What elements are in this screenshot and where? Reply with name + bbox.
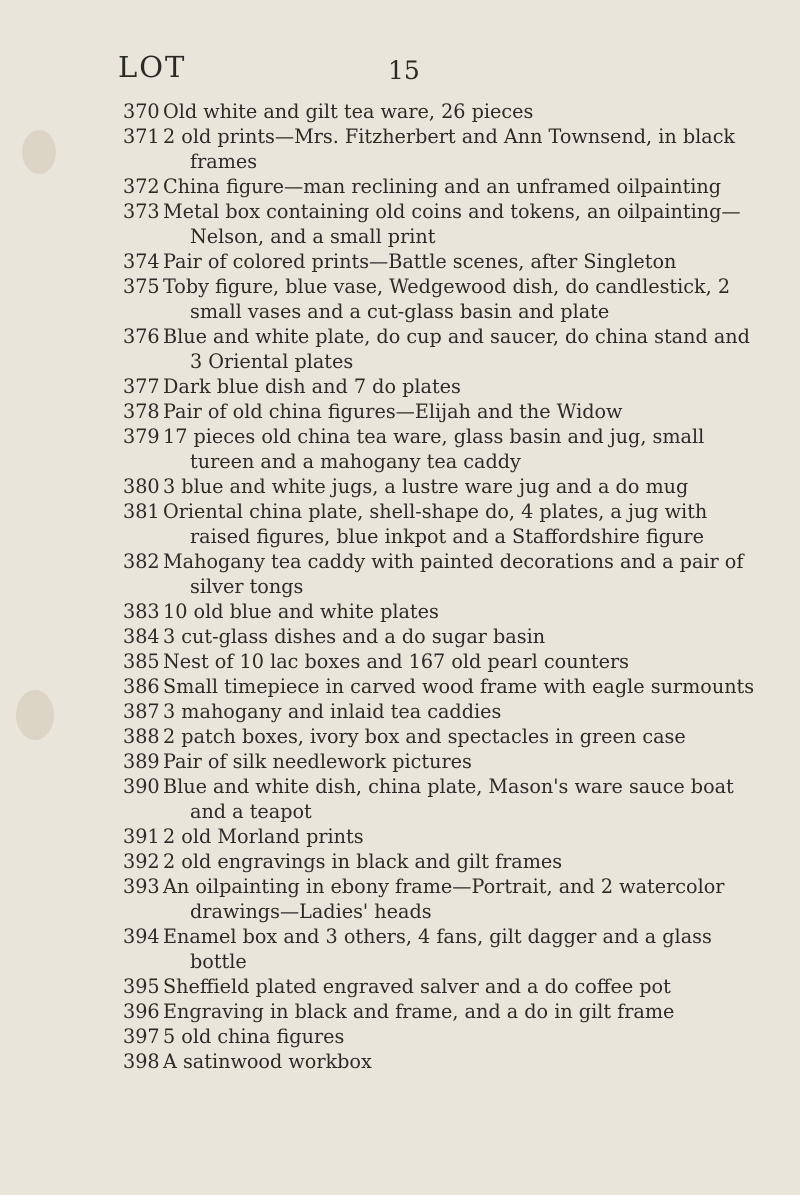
lot-number: 390: [123, 775, 160, 798]
lot-number: 374: [123, 250, 160, 273]
lot-description-text: Blue and white dish, china plate, Mason's ware sauce boat and a teapot: [163, 775, 734, 823]
lot-entry: [0, 1049, 800, 1074]
lot-number: 393: [123, 875, 160, 898]
lot-description-text: Blue and white plate, do cup and saucer, do china stand and 3 Oriental plates: [163, 325, 750, 373]
lot-number: 385: [123, 650, 160, 673]
lot-number: 376: [123, 325, 160, 348]
lot-number: 373: [123, 200, 160, 223]
lot-description-text: 5 old china figures: [163, 1025, 345, 1048]
lot-description: [163, 199, 768, 249]
lot-description: [163, 674, 768, 699]
lot-entry: [0, 874, 800, 924]
lot-description: [163, 699, 768, 724]
lot-description: [163, 99, 768, 124]
lot-description-text: 3 cut-glass dishes and a do sugar basin: [163, 625, 546, 648]
lot-description-text: Engraving in black and frame, and a do in gilt frame: [163, 1000, 675, 1023]
lot-number: 389: [123, 750, 160, 773]
lot-description: [163, 324, 768, 374]
lot-number: 377: [123, 375, 160, 398]
lot-description: [163, 774, 768, 824]
lot-description: [163, 399, 768, 424]
lot-number: 392: [123, 850, 160, 873]
lot-entry: [0, 549, 800, 599]
lot-entry: [0, 999, 800, 1024]
lot-description-text: Pair of silk needlework pictures: [163, 750, 472, 773]
lot-number: 398: [123, 1050, 160, 1073]
lot-number: 396: [123, 1000, 160, 1023]
lot-description: [163, 624, 768, 649]
lot-description: [163, 124, 768, 174]
lot-description: [163, 874, 768, 924]
lot-entry: [0, 474, 800, 499]
lot-column-heading: LOT: [118, 50, 187, 84]
lot-entry: [0, 824, 800, 849]
lot-description-text: 2 patch boxes, ivory box and spectacles in green case: [163, 725, 686, 748]
lot-description: [163, 549, 768, 599]
lot-entry: [0, 274, 800, 324]
lot-number: 370: [123, 100, 160, 123]
lot-number: 379: [123, 425, 160, 448]
lot-description-text: 2 old prints—Mrs. Fitzherbert and Ann Townsend, in black frames: [163, 125, 736, 173]
lot-description: [163, 599, 768, 624]
lot-number: 375: [123, 275, 160, 298]
lot-description-text: 2 old Morland prints: [163, 825, 364, 848]
lot-entry: [0, 424, 800, 474]
lot-number: 391: [123, 825, 160, 848]
lot-entry: [0, 649, 800, 674]
lot-description-text: 3 mahogany and inlaid tea caddies: [163, 700, 502, 723]
lot-description-text: China figure—man reclining and an unframed oilpainting: [163, 175, 722, 198]
page-header: [118, 50, 738, 98]
lot-description-text: A satinwood workbox: [163, 1050, 372, 1073]
lot-description-text: Pair of colored prints—Battle scenes, after Singleton: [163, 250, 677, 273]
lot-number: 378: [123, 400, 160, 423]
lot-description: [163, 1049, 768, 1074]
lot-description: [163, 824, 768, 849]
lot-description: [163, 724, 768, 749]
lot-entry: [0, 924, 800, 974]
lot-number: 386: [123, 675, 160, 698]
lot-description-text: Oriental china plate, shell-shape do, 4 plates, a jug with raised figures, blue inkpot and a Staffordshire figure: [163, 500, 708, 548]
lot-number: 381: [123, 500, 160, 523]
lot-entry: [0, 174, 800, 199]
lot-entry: [0, 1024, 800, 1049]
lot-description: [163, 999, 768, 1024]
lot-entry: [0, 399, 800, 424]
lot-description-text: Small timepiece in carved wood frame with eagle surmounts: [163, 675, 755, 698]
page-number: 15: [388, 56, 420, 85]
lot-list: [0, 99, 800, 1074]
lot-description: [163, 274, 768, 324]
lot-description: [163, 924, 768, 974]
lot-description-text: Pair of old china figures—Elijah and the Widow: [163, 400, 623, 423]
lot-description-text: 2 old engravings in black and gilt frames: [163, 850, 563, 873]
lot-number: 388: [123, 725, 160, 748]
lot-entry: [0, 849, 800, 874]
lot-entry: [0, 724, 800, 749]
lot-entry: [0, 624, 800, 649]
lot-number: 387: [123, 700, 160, 723]
lot-description: [163, 849, 768, 874]
lot-description: [163, 374, 768, 399]
lot-description: [163, 174, 768, 199]
lot-entry: [0, 99, 800, 124]
lot-description-text: An oilpainting in ebony frame—Portrait, and 2 watercolor drawings—Ladies' heads: [163, 875, 725, 923]
lot-entry: [0, 374, 800, 399]
lot-description-text: Nest of 10 lac boxes and 167 old pearl counters: [163, 650, 629, 673]
lot-description: [163, 424, 768, 474]
lot-number: 395: [123, 975, 160, 998]
lot-description: [163, 474, 768, 499]
lot-description-text: 3 blue and white jugs, a lustre ware jug and a do mug: [163, 475, 689, 498]
lot-entry: [0, 499, 800, 549]
lot-description: [163, 1024, 768, 1049]
lot-entry: [0, 249, 800, 274]
lot-number: 371: [123, 125, 160, 148]
lot-description-text: Metal box containing old coins and tokens, an oilpainting—Nelson, and a small print: [163, 200, 741, 248]
lot-description: [163, 974, 768, 999]
lot-number: 394: [123, 925, 160, 948]
lot-description-text: 10 old blue and white plates: [163, 600, 439, 623]
lot-entry: [0, 599, 800, 624]
lot-description: [163, 499, 768, 549]
lot-description: [163, 649, 768, 674]
lot-number: 397: [123, 1025, 160, 1048]
lot-description-text: Mahogany tea caddy with painted decorations and a pair of silver tongs: [163, 550, 744, 598]
lot-number: 382: [123, 550, 160, 573]
lot-number: 380: [123, 475, 160, 498]
lot-description: [163, 749, 768, 774]
lot-description-text: Sheffield plated engraved salver and a do coffee pot: [163, 975, 671, 998]
lot-description-text: Dark blue dish and 7 do plates: [163, 375, 461, 398]
lot-number: 372: [123, 175, 160, 198]
lot-description-text: Old white and gilt tea ware, 26 pieces: [163, 100, 534, 123]
lot-entry: [0, 124, 800, 174]
lot-description-text: Enamel box and 3 others, 4 fans, gilt dagger and a glass bottle: [163, 925, 712, 973]
lot-description-text: 17 pieces old china tea ware, glass basin and jug, small tureen and a mahogany tea caddy: [163, 425, 705, 473]
lot-entry: [0, 674, 800, 699]
lot-entry: [0, 974, 800, 999]
lot-entry: [0, 324, 800, 374]
lot-entry: [0, 749, 800, 774]
lot-number: 384: [123, 625, 160, 648]
lot-description: [163, 249, 768, 274]
lot-description-text: Toby figure, blue vase, Wedgewood dish, do candlestick, 2 small vases and a cut-glass basin and plate: [163, 275, 731, 323]
lot-number: 383: [123, 600, 160, 623]
lot-entry: [0, 774, 800, 824]
lot-entry: [0, 699, 800, 724]
lot-entry: [0, 199, 800, 249]
